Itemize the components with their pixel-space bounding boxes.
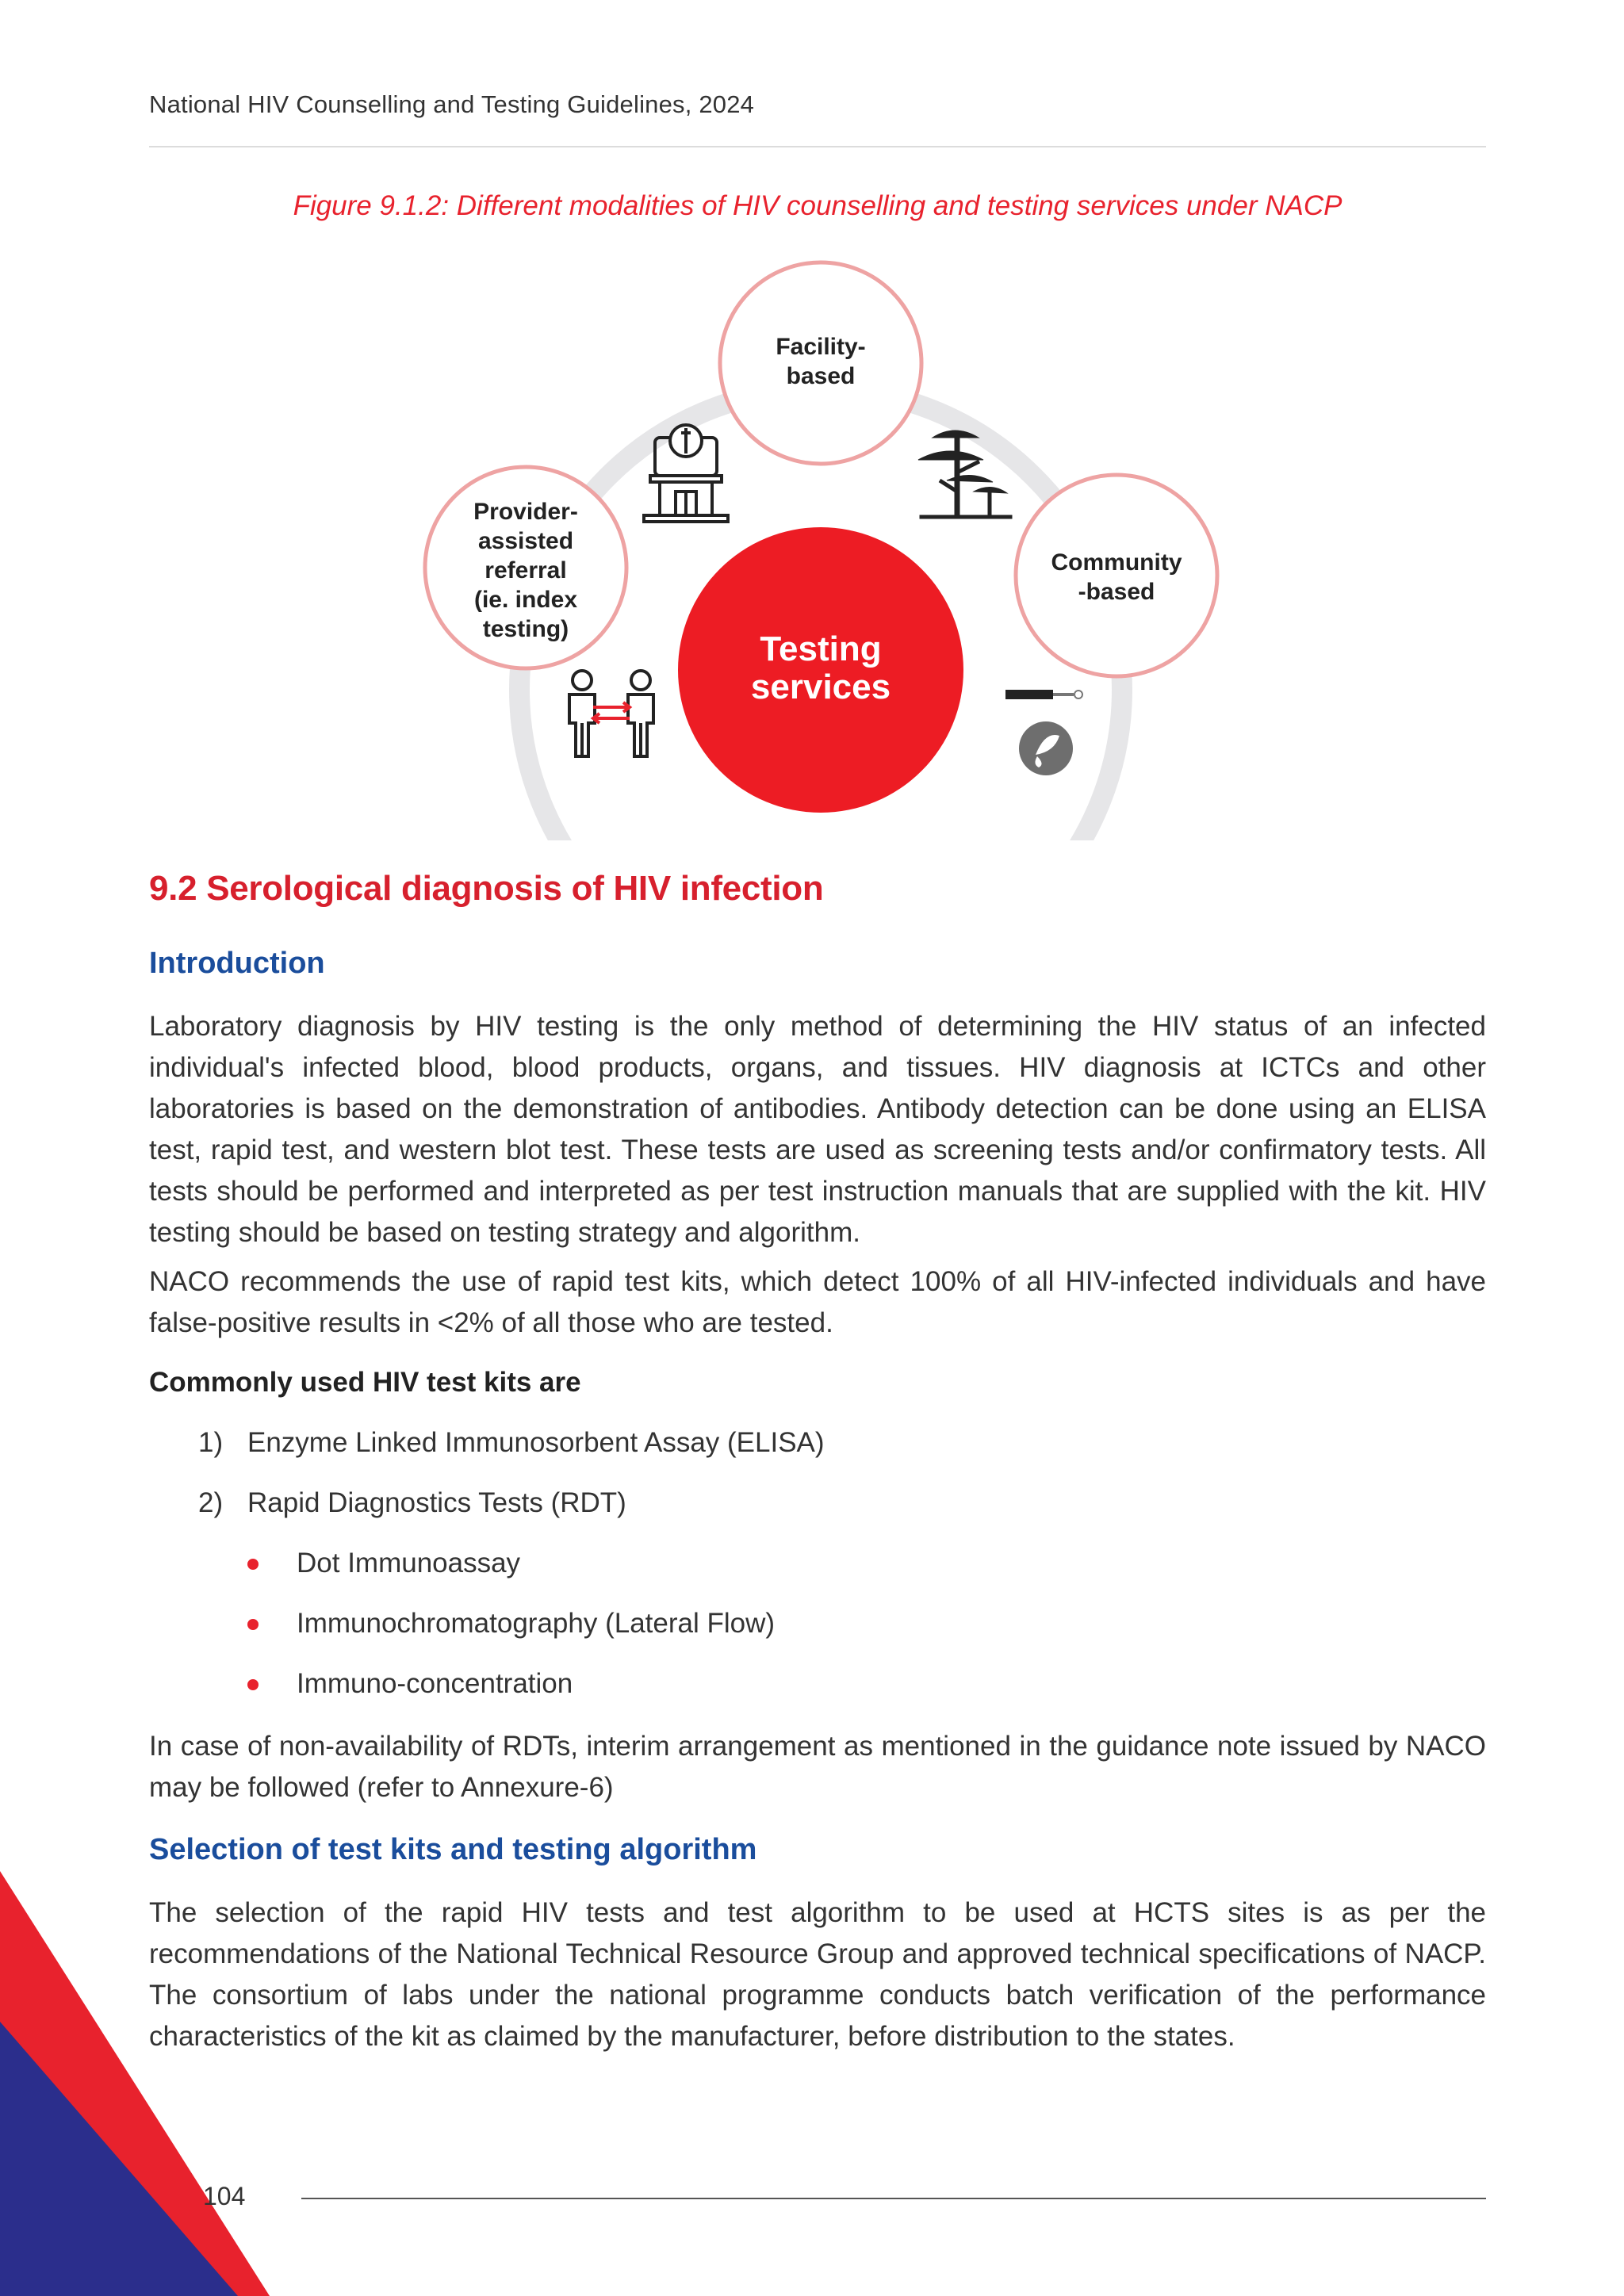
provider-assisted-node	[425, 467, 626, 668]
introduction-paragraph-1: Laboratory diagnosis by HIV testing is the only method of determining the HIV status of an infected individual's infected blood, blood products, organs, and tissues. HIV diagnosis at ICTCs and other laboratories is based on the demonstration of antibodies. Antibody detection can be done using an ELISA test, rapid test, and western blot test. These tests are used as screening tests and/or confirmatory tests. All tests should be performed and interpreted as per test instruction manuals that are supplied with the kit. HIV testing should be based on testing strategy and algorithm.	[149, 1011, 1486, 1248]
center-label-line-1: Testing	[760, 629, 882, 668]
corner-decoration	[0, 1871, 270, 2296]
lancet-blood-drop-icon	[1005, 690, 1082, 775]
list-number: 1)	[198, 1427, 224, 1458]
community-label-line-2: -based	[1078, 579, 1155, 605]
header-divider	[149, 146, 1486, 147]
provider-label-line-2: assisted	[477, 528, 574, 554]
test-kits-heading: Commonly used HIV test kits are	[149, 1367, 581, 1398]
list-text: Rapid Diagnostics Tests (RDT)	[247, 1487, 626, 1518]
provider-label-line-3: referral	[485, 557, 567, 584]
page-number: 104	[203, 2182, 246, 2210]
facility-label-line-1: Facility-	[776, 334, 866, 360]
provider-label-line-1: Provider-	[473, 499, 578, 525]
community-based-node	[1016, 475, 1217, 676]
introduction-paragraph-3: In case of non-availability of RDTs, interim arrangement as mentioned in the guidance note issued by NACO may be followed (refer to Annexure-6)	[149, 1731, 1486, 1803]
section-heading: 9.2 Serological diagnosis of HIV infection	[149, 869, 824, 908]
bullet-text: Immuno-concentration	[297, 1668, 573, 1699]
hospital-icon	[644, 425, 728, 522]
introduction-heading: Introduction	[149, 947, 325, 980]
figure-caption: Figure 9.1.2: Different modalities of HIV counselling and testing services under NACP	[293, 190, 1342, 221]
bullet-dot	[247, 1619, 259, 1630]
bullet-text: Immunochromatography (Lateral Flow)	[297, 1608, 776, 1639]
selection-heading: Selection of test kits and testing algorithm	[149, 1833, 757, 1866]
facility-label-line-2: based	[786, 363, 856, 389]
selection-paragraph: The selection of the rapid HIV tests and test algorithm to be used at HCTS sites is as per the recommendations of the National Technical Resource Group and approved technical specifications of NACP. The consortium of labs under the national programme conducts batch verification of the performance characteristics of the kit as claimed by the manufacturer, before distribution to the states.	[149, 1897, 1486, 2052]
list-text: Enzyme Linked Immunosorbent Assay (ELISA)	[247, 1427, 825, 1458]
bullet-item	[247, 1608, 961, 1643]
bullet-item	[247, 1548, 961, 1582]
people-exchange-icon	[569, 671, 653, 756]
facility-based-node	[720, 262, 921, 464]
list-item	[198, 1427, 912, 1462]
footer-divider	[301, 2198, 1486, 2199]
center-node	[678, 527, 963, 813]
testing-modalities-diagram	[149, 254, 1486, 840]
provider-label-line-4: (ie. index	[473, 587, 578, 613]
introduction-paragraph-2: NACO recommends the use of rapid test kits, which detect 100% of all HIV-infected individuals and have false-positive results in <2% of all those who are tested.	[149, 1266, 1486, 1338]
bullet-text: Dot Immunoassay	[297, 1548, 521, 1578]
center-label-line-2: services	[750, 668, 891, 706]
list-number: 2)	[198, 1487, 224, 1518]
provider-label-line-5: testing)	[482, 616, 569, 642]
running-header: National HIV Counselling and Testing Guidelines, 2024	[149, 90, 755, 118]
bullet-dot	[247, 1679, 259, 1690]
community-label-line-1: Community	[1051, 549, 1182, 576]
bullet-dot	[247, 1559, 259, 1570]
list-item	[198, 1487, 912, 1522]
bullet-item	[247, 1668, 961, 1703]
